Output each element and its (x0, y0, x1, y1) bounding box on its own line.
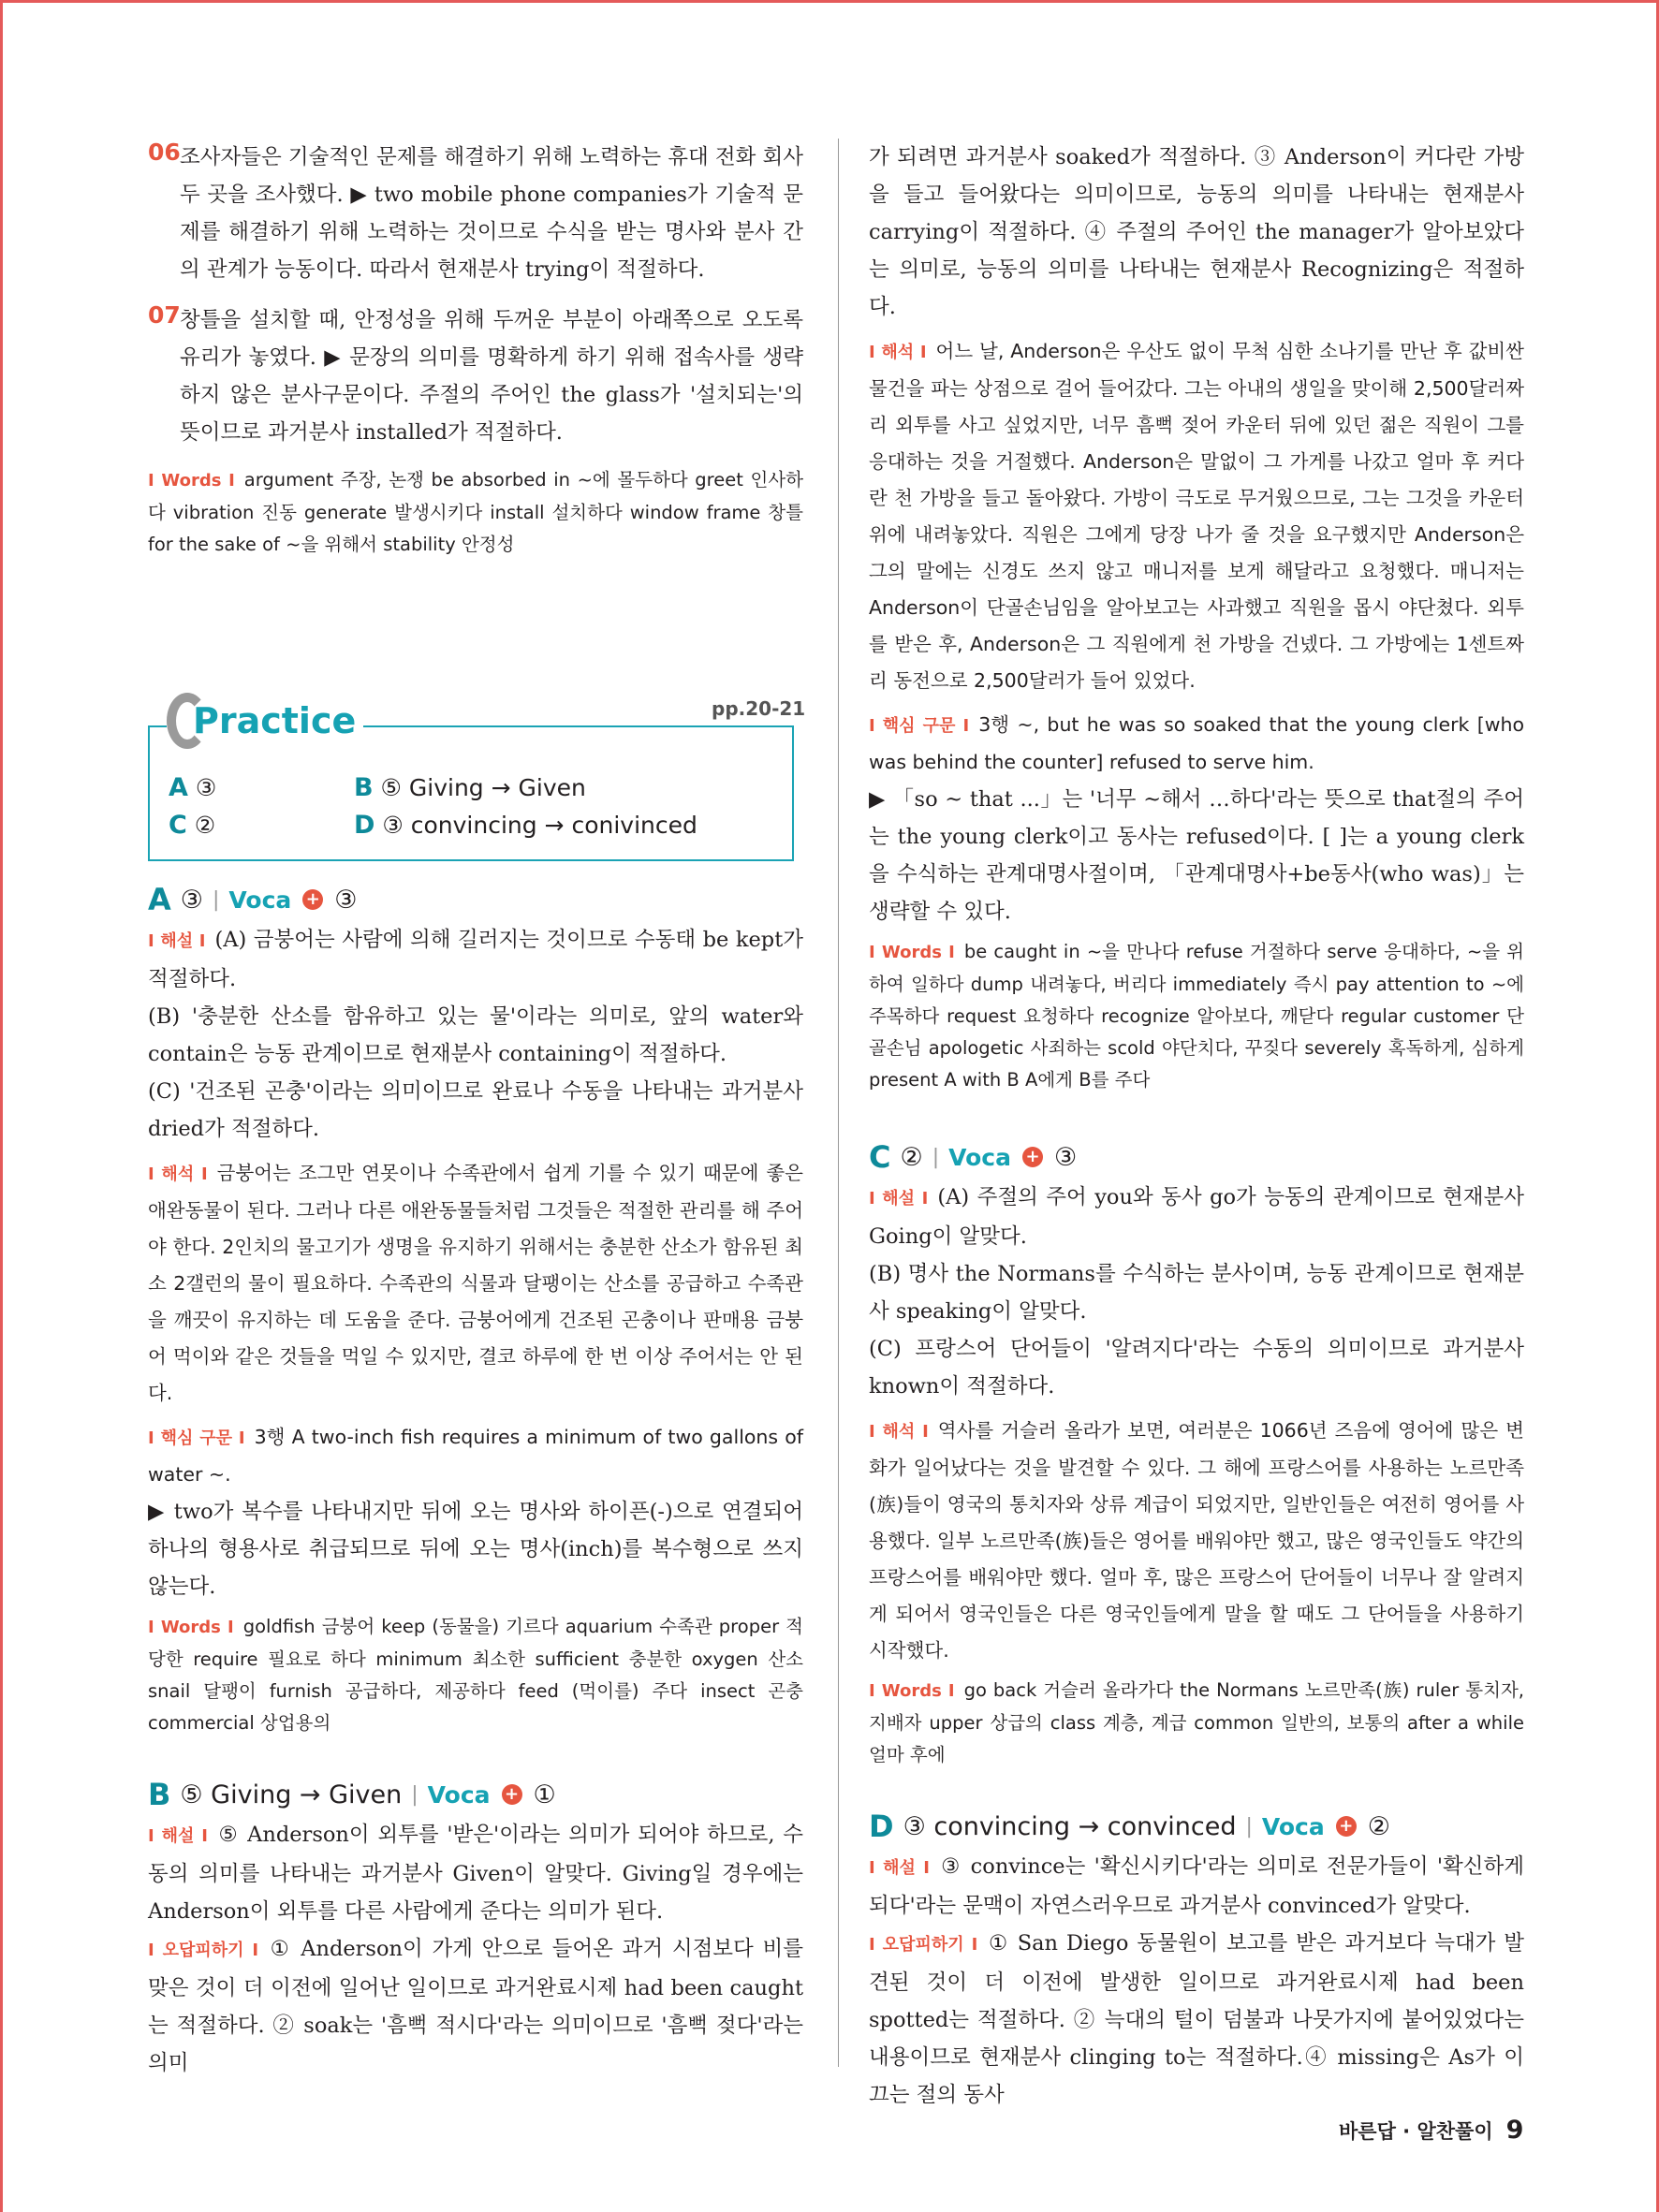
section-b-continued: 가 되려면 과거분사 soaked가 적절하다. ③ Anderson이 커다란 가방을 들고 들어왔다는 의미이므로, 능동의 의미를 나타내는 현재분사 carrying이 적절하다. ④ 주절의 주어인 the manager가 알아보았다는 의미로, 능동의 의미를 나타내는 현재분사 Recognizing은 적절하다. (869, 145, 1524, 319)
key-syntax-text: 3행 A two-inch fish requires a minimum of two gallons of water ~. (148, 1426, 804, 1486)
explanation-tag: I 해설 I (148, 1826, 208, 1846)
left-column-lower (148, 882, 803, 2082)
explanation-text: ③ convince는 '확신시키다'라는 의미로 전문가들이 '확신하게 되다'라는 문맥이 자연스러우므로 과거분사 convinced가 알맞다. (869, 1854, 1524, 1918)
explanation-c: (C) 프랑스어 단어들이 '알려지다'라는 수동의 의미이므로 과거분사 known이 적절하다. (869, 1337, 1524, 1399)
section-c-header: C ② | Voca + ③ (869, 1139, 1078, 1175)
words-box-1 (148, 464, 803, 561)
voca-label: Voca (427, 1780, 491, 1809)
explanation-b: (B) 명사 the Normans를 수식하는 분사이며, 능동 관계이므로 현재분사 speaking이 알맞다. (869, 1262, 1524, 1324)
translation-tag: I 해석 I (869, 343, 927, 362)
explanation-tag: I 해설 I (148, 931, 206, 951)
explanation-a: (A) 금붕어는 사람에 의해 길러지는 것이므로 수동태 be kept가 적절하다. (148, 928, 803, 991)
practice-answer-c: C ② (169, 811, 216, 840)
section-a-header: A ③ | Voca + ③ (148, 882, 358, 917)
key-syntax-note: ▶ two가 복수를 나타내지만 뒤에 오는 명사와 하이픈(-)으로 연결되어 하나의 형용사로 취급되므로 뒤에 오는 명사(inch)를 복수형으로 쓰지 않는다. (148, 1500, 803, 1599)
footer-label: 바른답 · 알찬풀이 (1339, 2120, 1493, 2143)
explanation-tag: I 해설 I (869, 1858, 930, 1878)
question-06-text: 조사자들은 기술적인 문제를 해결하기 위해 노력하는 휴대 전화 회사 두 곳을 조사했다. ▶ two mobile phone companies가 기술적 문제를 해결하기 위해 노력하는 것이므로 수식을 받는 명사와 분사 간의 관계가 능동이다. 따라서 현재분사 trying이 적절하다. (180, 145, 803, 282)
key-syntax-tag: I 핵심 구문 I (869, 716, 970, 736)
explanation-c: (C) '건조된 곤충'이라는 의미이므로 완료나 수동을 나타내는 과거분사 dried가 적절하다. (148, 1079, 803, 1141)
wrong-answer-text: ① San Diego 동물원이 보고를 받은 과거보다 늑대가 발견된 것이 더 이전에 발생한 일이므로 과거완료시제 had been spotted는 적절하다. ② 늑대의 털이 덤불과 나뭇가지에 붙어있었다는 내용이므로 현재분사 clinging to는 적절하다.④ missing은 As가 이끄는 절의 동사 (869, 1931, 1525, 2107)
explanation-a: (A) 주절의 주어 you와 동사 go가 능동의 관계이므로 현재분사 Going이 알맞다. (869, 1185, 1524, 1249)
plus-icon: + (1336, 1816, 1357, 1837)
left-column (148, 139, 803, 561)
question-07-text: 창틀을 설치할 때, 안정성을 위해 두꺼운 부분이 아래쪽으로 오도록 유리가 놓였다. ▶ 문장의 의미를 명확하게 하기 위해 접속사를 생략하지 않은 분사구문이다. 주절의 주어인 the glass가 '설치되는'의 뜻이므로 과거분사 installed가 적절하다. (180, 308, 803, 445)
words-text: goldfish 금붕어 keep (동물을) 기르다 aquarium 수족관 proper 적당한 require 필요로 하다 minimum 최소한 sufficient 충분한 oxygen 산소 snail 달팽이 furnish 공급하다, 제공하다 feed (먹이를) 주다 insect 곤충 commercial 상업용의 (148, 1616, 803, 1734)
key-syntax-tag: I 핵심 구문 I (148, 1428, 245, 1448)
practice-title (167, 693, 363, 749)
section-b-header: B ⑤ Giving → Given | Voca + ① (148, 1777, 556, 1812)
question-06 (148, 139, 803, 288)
page-number: 9 (1505, 2116, 1524, 2145)
key-syntax-note: ▶ 「so ~ that ...」는 '너무 ~해서 …하다'라는 뜻으로 that절의 주어는 the young clerk이고 동사는 refused이다. [ ]는 a young clerk을 수식하는 관계대명사절이며, 「관계대명사+be동사(who was)」는 생략할 수 있다. (869, 787, 1524, 924)
words-tag: I Words I (869, 1681, 955, 1701)
plus-icon: + (502, 1784, 522, 1805)
explanation-tag: I 해설 I (869, 1189, 929, 1209)
translation-text: 역사를 거슬러 올라가 보면, 여러분은 1066년 즈음에 영어에 많은 변화가 일어났다는 것을 발견할 수 있다. 그 해에 프랑스어를 사용하는 노르만족(族)들이 영국의 통치자와 상류 계급이 되었지만, 일반인들은 여전히 영어를 사용했다. 일부 노르만족(族)들은 영어를 배워야만 했고, 많은 영국인들도 약간의 프랑스어를 배워야만 했다. 얼마 후, 많은 프랑스어 단어들이 너무나 잘 알려지게 되어서 영국인들은 다른 영국인들에게 말을 할 때도 그 단어들을 사용하기 시작했다. (869, 1419, 1524, 1662)
practice-answer-b: B ⑤ Giving → Given (354, 773, 586, 802)
voca-label: Voca (1261, 1812, 1325, 1840)
translation-tag: I 해석 I (148, 1165, 208, 1184)
practice-label: Practice (193, 700, 357, 741)
practice-answer-d: D ③ convincing → conivinced (354, 811, 697, 840)
words-text: go back 거슬러 올라가다 the Normans 노르만족(族) ruler 통치자, 지배자 upper 상급의 class 계층, 계급 common 일반의, 보통의 after a while 얼마 후에 (869, 1679, 1525, 1765)
practice-pages: pp.20-21 (712, 697, 806, 720)
right-column (869, 139, 1524, 2114)
words-tag: I Words I (869, 943, 955, 962)
wrong-answer-text: ① Anderson이 가게 안으로 들어온 과거 시점보다 비를 맞은 것이 더 이전에 일어난 일이므로 과거완료시제 had been caught는 적절하다. ② soak는 '흠뻑 적시다'라는 의미이므로 '흠뻑 젖다'라는 의미 (148, 1937, 804, 2075)
voca-label: Voca (228, 886, 292, 914)
wrong-answer-tag: I 오답피하기 I (148, 1941, 259, 1960)
wrong-answer-tag: I 오답피하기 I (869, 1935, 978, 1955)
key-syntax-text: 3행 ~, but he was so soaked that the young clerk [who was behind the counter] refused to serve him. (869, 713, 1525, 773)
voca-label: Voca (948, 1143, 1011, 1171)
column-divider (838, 139, 839, 2067)
question-number: 07 (148, 301, 181, 329)
section-d-header: D ③ convincing → convinced | Voca + ② (869, 1809, 1390, 1844)
plus-icon: + (302, 889, 323, 910)
question-number: 06 (148, 139, 181, 166)
translation-text: 금붕어는 조그만 연못이나 수족관에서 쉽게 기를 수 있기 때문에 좋은 애완동물이 된다. 그러나 다른 애완동물들처럼 그것들은 적절한 관리를 해 주어야 한다. 2인치의 물고기가 생명을 유지하기 위해서는 충분한 산소가 함유된 최소 2갤런의 물이 필요하다. 수족관의 식물과 달팽이는 산소를 공급하고 수족관을 깨끗이 유지하는 데 도움을 준다. 금붕어에게 건조된 곤충이나 판매용 금붕어 먹이와 같은 것들을 먹일 수 있지만, 결코 하루에 한 번 이상 주어서는 안 된다. (148, 1162, 803, 1404)
words-tag: I Words I (148, 1618, 234, 1637)
words-text: argument 주장, 논쟁 be absorbed in ~에 몰두하다 greet 인사하다 vibration 진동 generate 발생시키다 install 설치하다 window frame 창틀 for the sake of ~을 위해서 stability 안정성 (148, 469, 804, 555)
explanation-b: (B) '충분한 산소를 함유하고 있는 물'이라는 의미로, 앞의 water와 contain은 능동 관계이므로 현재분사 containing이 적절하다. (148, 1004, 803, 1066)
practice-answer-a: A ③ (169, 773, 217, 802)
translation-tag: I 해석 I (869, 1422, 929, 1442)
question-07 (148, 301, 803, 451)
translation-text: 어느 날, Anderson은 우산도 없이 무척 심한 소나기를 만난 후 값비싼 물건을 파는 상점으로 걸어 들어갔다. 그는 아내의 생일을 맞이해 2,500달러짜리 외투를 사고 싶었지만, 너무 흠뻑 젖어 카운터 뒤에 있던 젊은 직원이 그를 응대하는 것을 거절했다. Anderson은 말없이 그 가게를 나갔고 얼마 후 커다란 천 가방을 들고 돌아왔다. 가방이 극도로 무거웠으므로, 그는 그것을 카운터 위에 내려놓았다. 직원은 그에게 당장 나가 줄 것을 요구했지만 Anderson은 그의 말에는 신경도 쓰지 않고 매니저를 보게 해달라고 요청했다. 매니저는 Anderson이 단골손님임을 알아보고는 사과했고 직원을 몹시 야단쳤다. 외투를 받은 후, Anderson은 그 직원에게 천 가방을 건넸다. 그 가방에는 1센트짜리 동전으로 2,500달러가 들어 있었다. (869, 340, 1524, 692)
words-text: be caught in ~을 만나다 refuse 거절하다 serve 응대하다, ~을 위하여 일하다 dump 내려놓다, 버리다 immediately 즉시 pay attention to ~에 주목하다 request 요청하다 recognize 알아보다, 깨닫다 regular customer 단골손님 apologetic 사죄하는 scold 야단치다, 꾸짖다 severely 혹독하게, 심하게 present A with B A에게 B를 주다 (869, 941, 1525, 1091)
plus-icon: + (1022, 1147, 1043, 1167)
explanation-text: ⑤ Anderson이 외투를 '받은'이라는 의미가 되어야 하므로, 수동의 의미를 나타내는 과거분사 Given이 알맞다. Giving일 경우에는 Anderson이 외투를 다른 사람에게 준다는 의미가 된다. (148, 1823, 803, 1924)
words-tag: I Words I (148, 471, 235, 491)
page-footer (1339, 2116, 1523, 2145)
